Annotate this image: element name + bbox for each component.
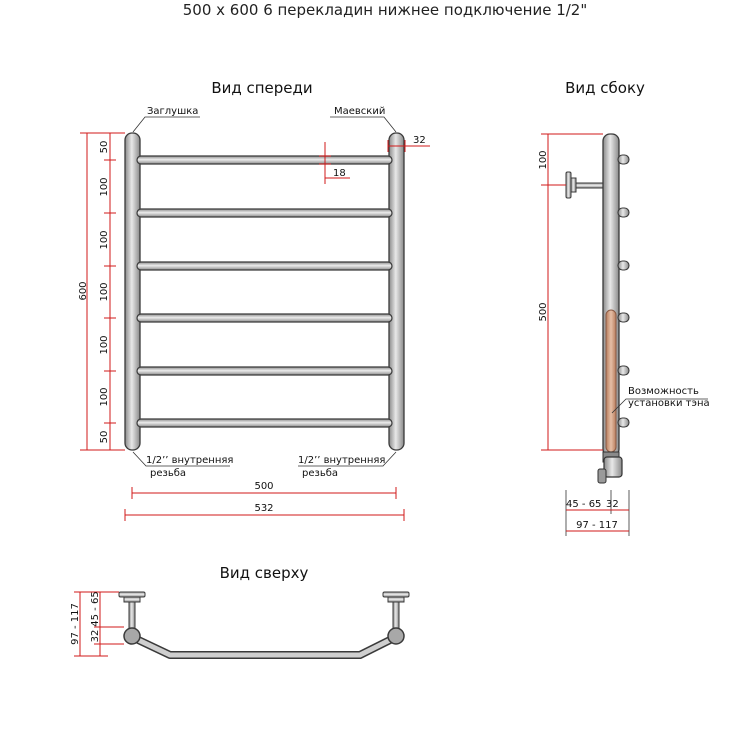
rung-stub xyxy=(618,313,629,322)
thread-left-line2: резьба xyxy=(150,468,187,479)
dim-18: 18 xyxy=(333,168,346,179)
dim-600: 600 xyxy=(78,281,89,301)
thread-left-line1: 1/2’’ внутренняя xyxy=(146,455,234,466)
dim-97-117-side: 97 - 117 xyxy=(576,520,618,531)
dim-45-65-side: 45 - 65 xyxy=(566,499,602,510)
heater-label-line2: установки тэна xyxy=(628,398,710,409)
top-bracket-left-plate xyxy=(119,592,145,597)
front-view xyxy=(78,79,430,521)
rung-stub xyxy=(618,366,629,375)
dim-spacing-100: 100 xyxy=(99,335,110,355)
heater-plug xyxy=(598,469,606,483)
thread-right-line1: 1/2’’ внутренняя xyxy=(298,455,386,466)
heater-body xyxy=(604,457,622,477)
dim-100-side: 100 xyxy=(538,150,549,170)
right-post xyxy=(389,133,404,450)
dim-spacing-50-top: 50 xyxy=(99,140,110,154)
rung xyxy=(137,367,392,375)
front-view-heading: Вид спереди xyxy=(211,79,313,97)
left-post xyxy=(125,133,140,450)
side-view-heading: Вид сбоку xyxy=(565,79,645,97)
top-rung xyxy=(132,637,396,655)
rung xyxy=(137,314,392,322)
top-view-heading: Вид сверху xyxy=(219,564,309,582)
dim-spacing-100: 100 xyxy=(99,177,110,197)
dim-32-front: 32 xyxy=(413,135,426,146)
dim-500-side: 500 xyxy=(538,302,549,322)
wall-bracket-flange xyxy=(571,178,576,192)
dim-45-65-top: 45 - 65 xyxy=(90,591,101,627)
thread-right-line2: резьба xyxy=(302,468,339,479)
dim-spacing-100: 100 xyxy=(99,230,110,250)
dim-500-front: 500 xyxy=(254,481,274,492)
top-bracket-right-plate xyxy=(383,592,409,597)
rung xyxy=(137,262,392,270)
dim-spacing-50-bottom: 50 xyxy=(99,430,110,444)
rung xyxy=(137,419,392,427)
side-view xyxy=(538,79,710,536)
top-bracket-left-arm xyxy=(129,602,135,630)
top-post-right xyxy=(388,628,404,644)
top-bracket-right-flange xyxy=(388,597,404,602)
heater-label-line1: Возможность xyxy=(628,386,699,397)
top-post-left xyxy=(124,628,140,644)
plug-label: Заглушка xyxy=(147,106,199,117)
rung-stub xyxy=(618,208,629,217)
dim-32-top: 32 xyxy=(90,629,101,643)
top-bracket-left-flange xyxy=(124,597,140,602)
rung-stub xyxy=(618,155,629,164)
rung-stub xyxy=(618,418,629,427)
rung-stub xyxy=(618,261,629,270)
wall-bracket-arm xyxy=(576,183,604,188)
dim-spacing-100: 100 xyxy=(99,282,110,302)
page-title: 500 х 600 6 перекладин нижнее подключение 1/2" xyxy=(182,1,588,19)
dim-532: 532 xyxy=(254,503,274,514)
dim-97-117-top: 97 - 117 xyxy=(70,603,81,645)
top-view xyxy=(70,564,409,656)
rungs xyxy=(137,156,392,427)
dim-spacing-100: 100 xyxy=(99,387,110,407)
valve-label: Маевский xyxy=(334,106,386,117)
wall-bracket-plate xyxy=(566,172,571,198)
rung xyxy=(137,209,392,217)
dim-32-side: 32 xyxy=(606,499,619,510)
rung xyxy=(137,156,392,164)
top-bracket-right-arm xyxy=(393,602,399,630)
heater-element xyxy=(606,310,616,452)
